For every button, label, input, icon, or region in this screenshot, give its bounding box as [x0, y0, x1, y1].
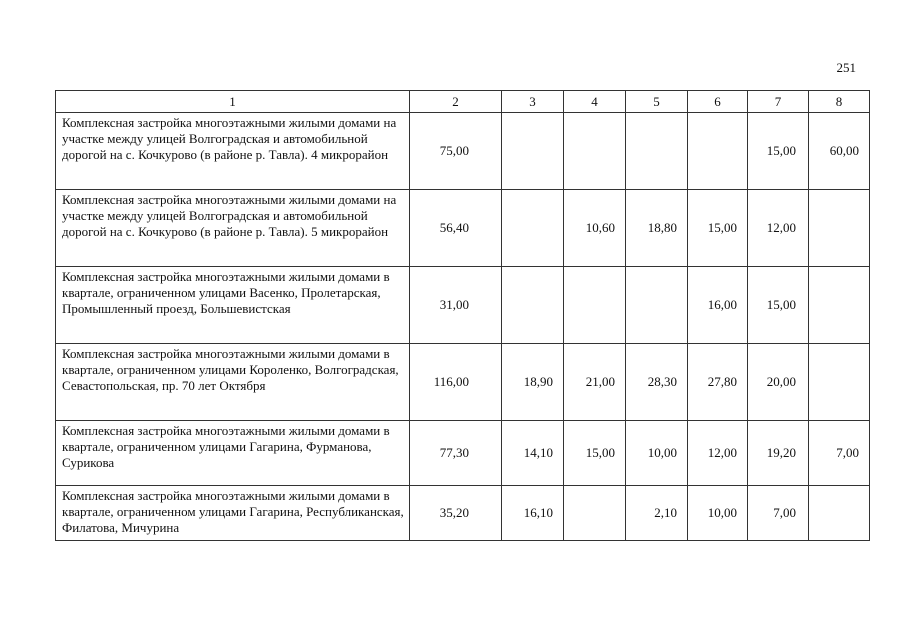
table-cell: 35,20	[410, 486, 502, 541]
table-cell: 15,00	[564, 421, 626, 486]
table-cell	[502, 113, 564, 190]
table-cell	[502, 267, 564, 344]
column-header: 2	[410, 91, 502, 113]
table-row	[56, 113, 870, 190]
table-row	[56, 190, 870, 267]
row-description: Комплексная застройка многоэтажными жилыми домами на участке между улицей Волгоградская и автомобильной дорогой на с. Кочкурово (в районе р. Тавла). 4 микрорайон	[56, 113, 410, 190]
table-cell	[502, 190, 564, 267]
column-header: 5	[626, 91, 688, 113]
table-cell: 15,00	[688, 190, 748, 267]
column-header: 4	[564, 91, 626, 113]
table-cell: 15,00	[748, 267, 809, 344]
table-cell: 19,20	[748, 421, 809, 486]
column-header: 8	[809, 91, 870, 113]
table-row	[56, 486, 870, 541]
table-cell: 60,00	[809, 113, 870, 190]
table-cell	[564, 267, 626, 344]
table-cell: 10,00	[626, 421, 688, 486]
table-cell: 7,00	[748, 486, 809, 541]
table-cell: 56,40	[410, 190, 502, 267]
table-cell: 15,00	[748, 113, 809, 190]
column-header: 7	[748, 91, 809, 113]
table-cell: 16,00	[688, 267, 748, 344]
table-cell: 2,10	[626, 486, 688, 541]
table-cell	[564, 486, 626, 541]
column-header: 3	[502, 91, 564, 113]
table-cell: 18,80	[626, 190, 688, 267]
row-description: Комплексная застройка многоэтажными жилыми домами в квартале, ограниченном улицами Гагарина, Республиканская, Филатова, Мичурина	[56, 486, 410, 541]
table-cell: 12,00	[748, 190, 809, 267]
row-description: Комплексная застройка многоэтажными жилыми домами в квартале, ограниченном улицами Короленко, Волгоградская, Севастопольская, пр. 70 лет Октября	[56, 344, 410, 421]
table-cell: 27,80	[688, 344, 748, 421]
row-description: Комплексная застройка многоэтажными жилыми домами в квартале, ограниченном улицами Васенко, Пролетарская, Промышленный проезд, Большевистская	[56, 267, 410, 344]
table-cell	[564, 113, 626, 190]
table-cell: 12,00	[688, 421, 748, 486]
table-cell	[809, 344, 870, 421]
table-cell	[809, 486, 870, 541]
table-cell: 75,00	[410, 113, 502, 190]
table-cell	[688, 113, 748, 190]
column-header: 6	[688, 91, 748, 113]
table-cell: 77,30	[410, 421, 502, 486]
table-cell: 18,90	[502, 344, 564, 421]
table-cell: 10,60	[564, 190, 626, 267]
row-description: Комплексная застройка многоэтажными жилыми домами в квартале, ограниченном улицами Гагарина, Фурманова, Сурикова	[56, 421, 410, 486]
table-cell: 28,30	[626, 344, 688, 421]
table-cell	[626, 267, 688, 344]
header-row	[56, 91, 870, 113]
table-cell: 14,10	[502, 421, 564, 486]
table-cell	[809, 267, 870, 344]
data-table	[55, 90, 870, 541]
table-cell	[626, 113, 688, 190]
table-row	[56, 344, 870, 421]
table-row	[56, 267, 870, 344]
table-cell: 21,00	[564, 344, 626, 421]
row-description: Комплексная застройка многоэтажными жилыми домами на участке между улицей Волгоградская и автомобильной дорогой на с. Кочкурово (в районе р. Тавла). 5 микрорайон	[56, 190, 410, 267]
table-cell	[809, 190, 870, 267]
table-cell: 7,00	[809, 421, 870, 486]
table-cell: 16,10	[502, 486, 564, 541]
table-cell: 10,00	[688, 486, 748, 541]
column-header: 1	[56, 91, 410, 113]
page-number: 251	[836, 60, 856, 75]
table-cell: 31,00	[410, 267, 502, 344]
table-row	[56, 421, 870, 486]
table-cell: 116,00	[410, 344, 502, 421]
table-cell: 20,00	[748, 344, 809, 421]
